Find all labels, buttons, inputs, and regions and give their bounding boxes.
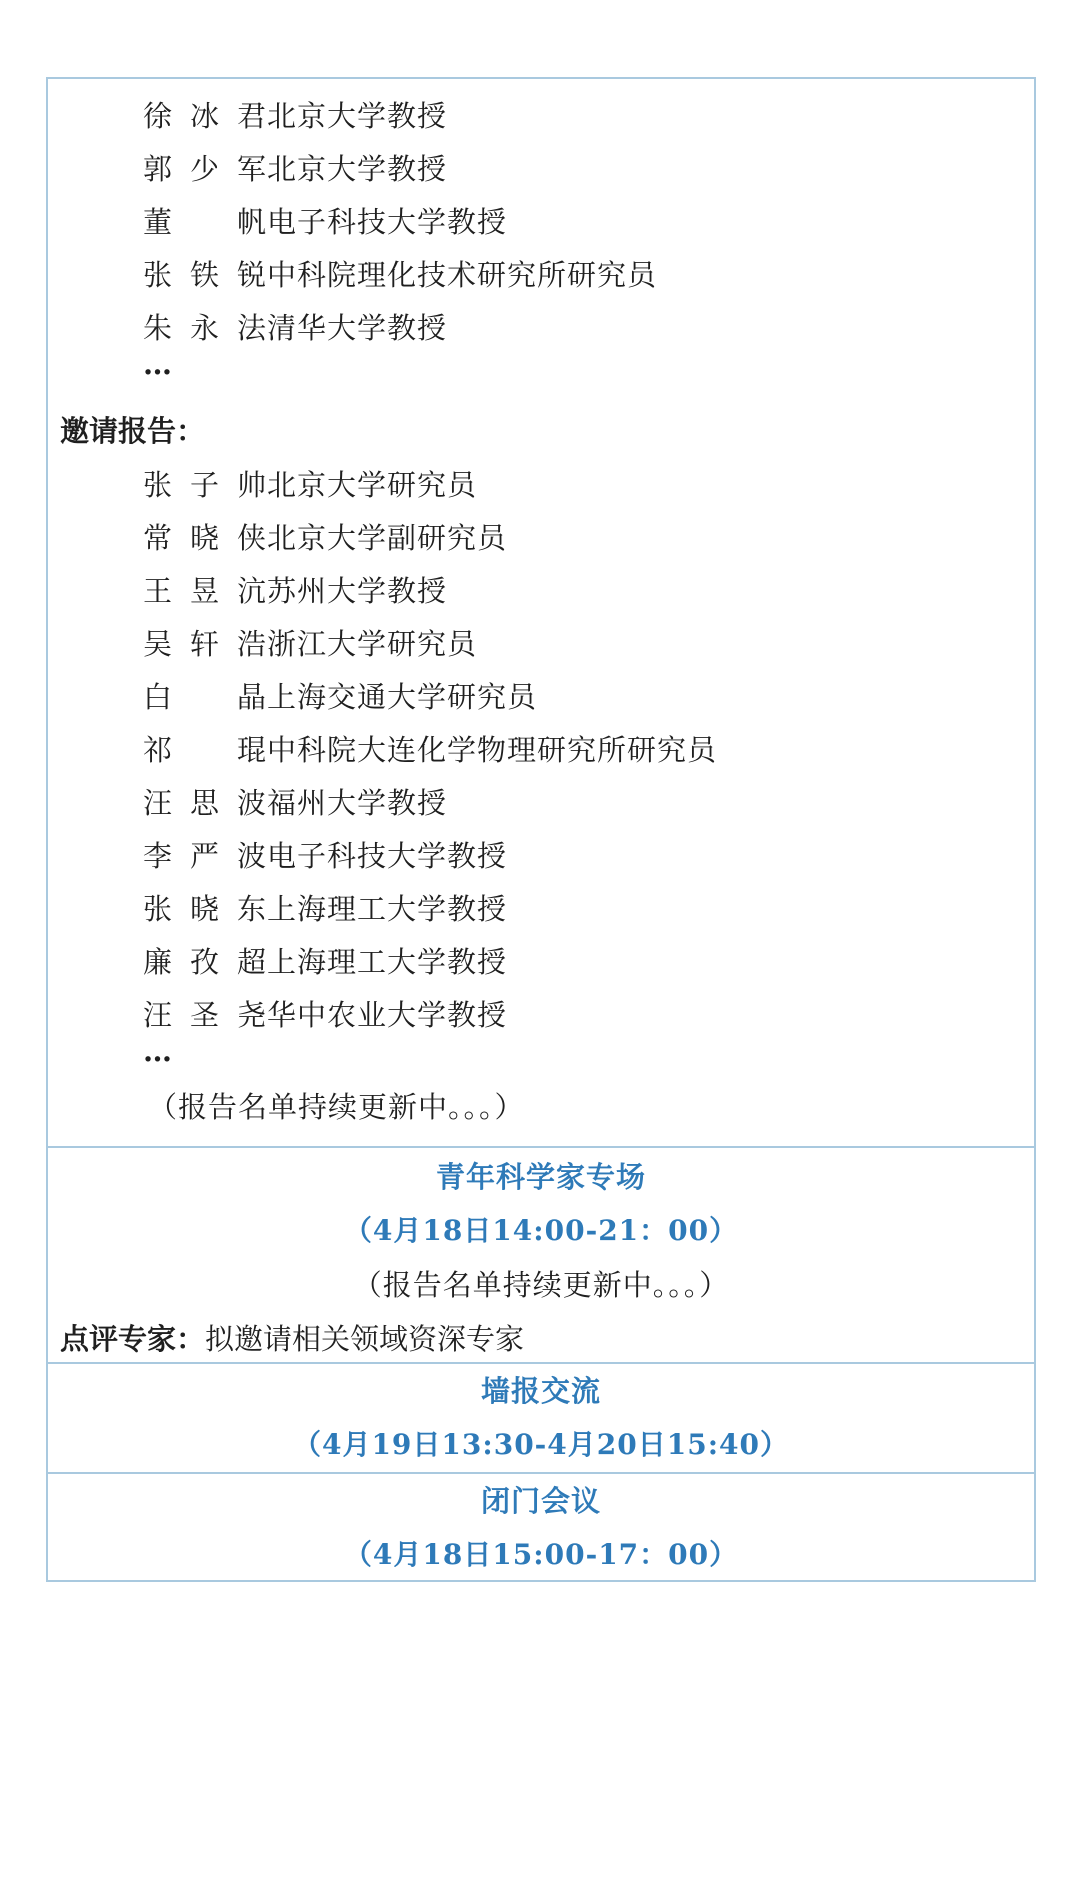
invited-row [143, 669, 537, 721]
invited-org: 福州大学教授 [267, 785, 448, 820]
speaker-name: 徐冰君 [143, 98, 267, 133]
speaker-org: 北京大学教授 [267, 151, 448, 186]
invited-name: 李严波 [143, 838, 267, 873]
speaker-org: 中科院理化技术研究所研究员 [267, 257, 658, 292]
invited-row [143, 510, 507, 562]
invited-name: 汪圣尧 [143, 997, 267, 1032]
invited-row [143, 563, 447, 615]
invited-org: 北京大学副研究员 [267, 520, 508, 555]
closed-meeting-title: 闭门会议 [480, 1484, 601, 1518]
invited-org: 电子科技大学教授 [267, 838, 508, 873]
invited-name: 常晓侠 [143, 520, 267, 555]
speaker-name: 朱永法 [143, 310, 267, 345]
invited-org: 华中农业大学教授 [267, 997, 508, 1032]
invited-row [143, 616, 477, 668]
speaker-row [143, 141, 447, 193]
invited-row [143, 934, 507, 986]
speaker-name: 董 帆 [143, 204, 267, 239]
speaker-row [143, 194, 507, 246]
speaker-name: 郭少军 [143, 151, 267, 186]
closed-meeting-section [48, 1472, 1034, 1580]
invited-org: 上海理工大学教授 [267, 944, 508, 979]
invited-name: 王昱沆 [143, 573, 267, 608]
speaker-row [143, 300, 447, 352]
invited-ellipsis: … [143, 1034, 174, 1068]
invited-org: 浙江大学研究员 [267, 626, 478, 661]
invited-name: 张子帅 [143, 467, 267, 502]
speaker-name: 张铁锐 [143, 257, 267, 292]
list-ellipsis: … [143, 347, 174, 381]
closed-meeting-time: （4月18日15:00-17：00） [343, 1538, 739, 1571]
invited-row [143, 828, 507, 880]
invited-row [143, 987, 507, 1039]
invited-org: 上海理工大学教授 [267, 891, 508, 926]
invited-name: 白 晶 [143, 679, 267, 714]
invited-name: 吴轩浩 [143, 626, 267, 661]
poster-title: 墙报交流 [480, 1374, 601, 1408]
speaker-row [143, 247, 657, 299]
review-experts-line [48, 1312, 1034, 1366]
invited-heading: 邀请报告： [60, 414, 206, 448]
speaker-org: 北京大学教授 [267, 98, 448, 133]
invited-row [143, 722, 717, 774]
invited-row [143, 457, 477, 509]
review-experts-label: 点评专家： [60, 1322, 206, 1356]
young-scientist-section [48, 1146, 1034, 1362]
speaker-org: 清华大学教授 [267, 310, 448, 345]
invited-update-note: （报告名单持续更新中。。。） [148, 1090, 525, 1124]
speaker-row [143, 88, 447, 140]
poster-time: （4月19日13:30-4月20日15:40） [292, 1428, 790, 1461]
poster-section [48, 1362, 1034, 1472]
invited-name: 汪思波 [143, 785, 267, 820]
invited-row [143, 881, 507, 933]
speaker-list-section [48, 79, 1034, 1146]
young-scientist-time: （4月18日14:00-21：00） [343, 1214, 739, 1247]
schedule-table [46, 77, 1036, 1582]
invited-name: 廉孜超 [143, 944, 267, 979]
young-scientist-note: （报告名单持续更新中。。。） [352, 1268, 730, 1302]
speaker-org: 电子科技大学教授 [267, 204, 508, 239]
invited-org: 北京大学研究员 [267, 467, 478, 502]
invited-org: 上海交通大学研究员 [267, 679, 538, 714]
invited-org: 中科院大连化学物理研究所研究员 [267, 732, 718, 767]
invited-name: 祁 琨 [143, 732, 267, 767]
review-experts-text: 拟邀请相关领域资深专家 [205, 1322, 525, 1356]
young-scientist-title: 青年科学家专场 [435, 1160, 646, 1194]
invited-name: 张晓东 [143, 891, 267, 926]
invited-row [143, 775, 447, 827]
invited-org: 苏州大学教授 [267, 573, 448, 608]
